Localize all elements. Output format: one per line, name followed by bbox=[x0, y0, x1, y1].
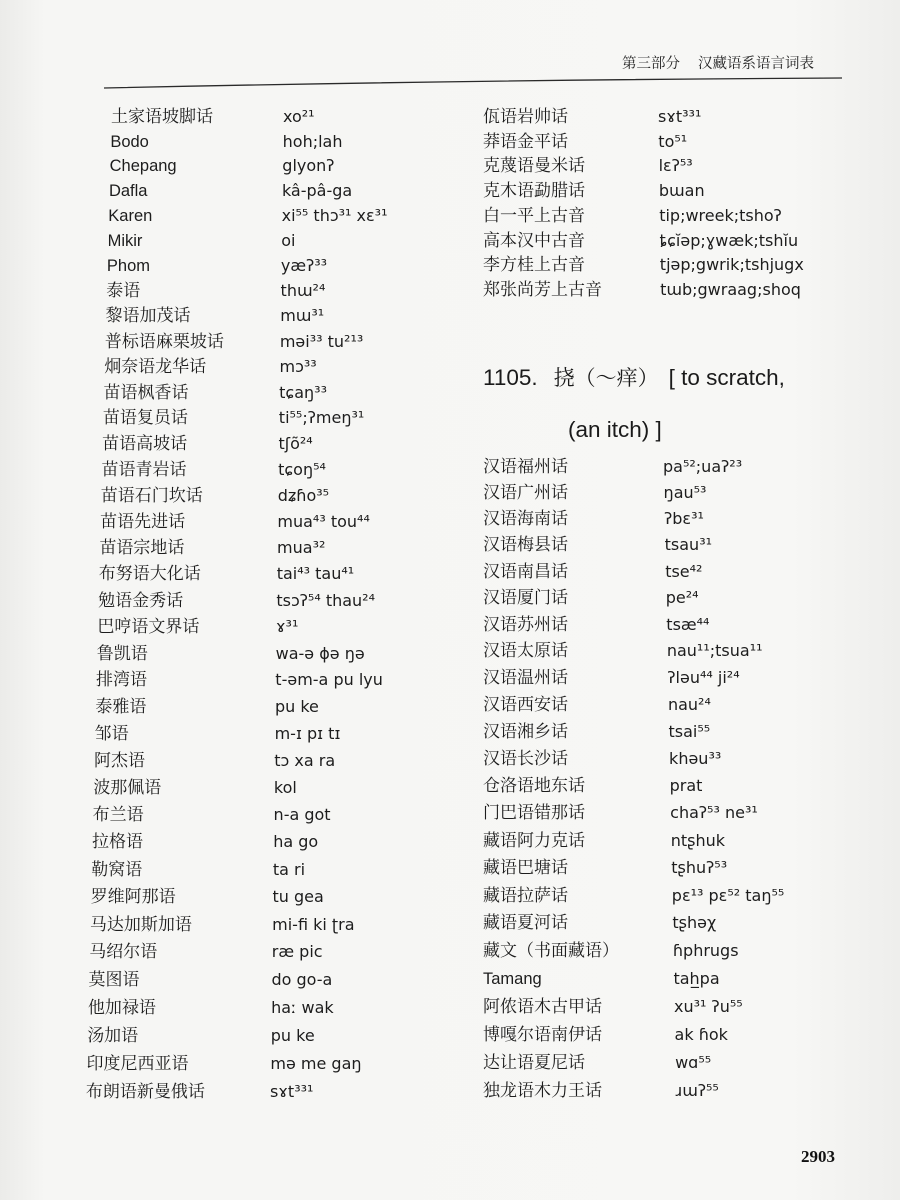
word-form: do go-a bbox=[271, 969, 333, 989]
language-name: 邹语 bbox=[94, 723, 129, 744]
entry-row bbox=[0, 855, 900, 881]
word-form: pa⁵²;uaʔ²³ bbox=[663, 457, 743, 476]
language-name: 炯奈语龙华话 bbox=[104, 357, 207, 377]
word-form: tai⁴³ tau⁴¹ bbox=[276, 564, 355, 584]
word-form: sɤt³³¹ bbox=[658, 107, 702, 126]
language-name: 罗维阿那语 bbox=[90, 887, 176, 907]
entry-row bbox=[0, 910, 900, 936]
word-form: məi³³ tu²¹³ bbox=[279, 331, 364, 351]
word-form: nau²⁴ bbox=[667, 695, 711, 715]
language-name: Phom bbox=[106, 256, 151, 275]
word-form: tʂhuʔ⁵³ bbox=[671, 858, 728, 878]
word-form: pɛ¹³ pɛ⁵² taŋ⁵⁵ bbox=[671, 885, 785, 905]
language-name: 克蔑语曼米话 bbox=[483, 156, 585, 177]
entry-row bbox=[0, 638, 900, 664]
word-form: tʂhəχ bbox=[672, 913, 717, 933]
word-form: thɯ²⁴ bbox=[280, 280, 326, 300]
word-form: khəu³³ bbox=[669, 749, 722, 769]
word-form: tsau³¹ bbox=[664, 535, 713, 555]
language-name: 巴哼语文界话 bbox=[97, 617, 200, 637]
language-name: Tamang bbox=[483, 970, 542, 989]
word-form: kâ-pâ-ga bbox=[281, 180, 353, 200]
word-form: tsæ⁴⁴ bbox=[666, 614, 710, 634]
language-name: 汉语广州话 bbox=[483, 483, 568, 504]
word-form: ti⁵⁵;ʔmeŋ³¹ bbox=[278, 408, 365, 428]
entry-row bbox=[0, 665, 900, 691]
word-form: ʔbɛ³¹ bbox=[664, 509, 704, 529]
language-name: 汤加语 bbox=[87, 1025, 139, 1046]
language-name: 苗语枫香话 bbox=[103, 382, 189, 403]
language-name: 布朗语新曼俄话 bbox=[85, 1081, 205, 1102]
language-name: 泰雅语 bbox=[95, 696, 147, 717]
word-form: tah̲pa bbox=[673, 969, 720, 989]
language-name: 藏语夏河话 bbox=[483, 913, 568, 934]
word-form: to⁵¹ bbox=[658, 131, 688, 151]
language-name: 汉语苏州话 bbox=[483, 614, 568, 635]
word-form: mɯ³¹ bbox=[280, 306, 325, 326]
language-name: 波那佩语 bbox=[93, 777, 162, 798]
entry-row bbox=[0, 746, 900, 772]
language-name: 苗语复员话 bbox=[102, 408, 188, 429]
word-form: tip;wreek;tshoʔ bbox=[659, 205, 782, 225]
word-form: kol bbox=[273, 777, 297, 797]
language-name: 达让语夏尼话 bbox=[483, 1053, 585, 1074]
word-form: ȶɕĭəp;ɣwæk;tshĭu bbox=[659, 230, 799, 250]
language-name: 汉语温州话 bbox=[483, 668, 568, 689]
language-name: 仓洛语地东话 bbox=[483, 776, 585, 797]
language-name: 排湾语 bbox=[96, 670, 148, 691]
language-name: 苗语高坡话 bbox=[102, 433, 188, 454]
language-name: 布努语大化话 bbox=[98, 564, 201, 585]
word-form: pu ke bbox=[274, 696, 319, 716]
language-name: 藏语阿力克话 bbox=[483, 830, 585, 851]
entry-gloss-line1: [ to scratch, bbox=[668, 365, 785, 390]
word-form: mi-fi ki ʈra bbox=[272, 914, 355, 934]
entry-row bbox=[0, 612, 900, 638]
entry-row bbox=[0, 559, 900, 585]
word-form: yæʔ³³ bbox=[280, 255, 328, 275]
entry-row bbox=[0, 454, 900, 480]
language-name: 独龙语木力王话 bbox=[483, 1081, 602, 1102]
word-form: pe²⁴ bbox=[665, 588, 699, 608]
word-form: pu ke bbox=[270, 1025, 315, 1045]
language-name: 汉语长沙话 bbox=[483, 749, 568, 770]
language-name: 汉语南昌话 bbox=[483, 561, 568, 582]
entry-row bbox=[0, 506, 900, 532]
language-name: Dafla bbox=[108, 181, 148, 200]
entry-row bbox=[0, 773, 900, 799]
entry-row bbox=[0, 828, 900, 854]
language-name: 苗语石门坎话 bbox=[100, 485, 203, 506]
word-form: tu gea bbox=[272, 887, 324, 906]
word-form: ntʂhuk bbox=[670, 830, 725, 850]
word-form: tsɔʔ⁵⁴ thau²⁴ bbox=[276, 590, 376, 610]
word-form: ɤ³¹ bbox=[276, 617, 299, 636]
entry-row bbox=[0, 883, 900, 909]
entry-row bbox=[0, 532, 900, 558]
word-form: ræ pic bbox=[271, 942, 323, 962]
word-form: tɯb;gwraag;shoq bbox=[660, 279, 801, 299]
entry-row bbox=[0, 800, 900, 826]
word-form: mɔ³³ bbox=[279, 357, 317, 376]
language-name: 门巴语错那话 bbox=[483, 803, 585, 824]
language-name: 汉语西安话 bbox=[483, 695, 568, 716]
word-form: t-əm-a pu lyu bbox=[275, 670, 383, 690]
language-name: 鲁凯语 bbox=[96, 643, 148, 664]
entry-row bbox=[0, 692, 900, 718]
word-form: tɕoŋ⁵⁴ bbox=[278, 459, 326, 479]
language-name: 藏语巴塘话 bbox=[483, 858, 568, 879]
word-form: ha go bbox=[273, 832, 319, 852]
language-name: 印度尼西亚语 bbox=[86, 1053, 189, 1074]
language-name: 普标语麻栗坡话 bbox=[104, 331, 224, 352]
word-form: ŋau⁵³ bbox=[663, 483, 707, 503]
language-name: 拉格语 bbox=[91, 832, 143, 853]
language-name: 克木语勐腊话 bbox=[483, 181, 585, 202]
language-name: 阿杰语 bbox=[94, 750, 145, 771]
language-name: 苗语先进话 bbox=[100, 511, 186, 532]
language-name: 布兰语 bbox=[92, 804, 144, 825]
word-form: tʃõ²⁴ bbox=[278, 433, 313, 453]
word-form: lɛʔ⁵³ bbox=[658, 156, 693, 176]
word-form: nau¹¹;tsua¹¹ bbox=[666, 641, 763, 661]
word-form: mə me gaŋ bbox=[270, 1053, 362, 1073]
word-form: oi bbox=[281, 230, 296, 250]
word-form: xo²¹ bbox=[283, 107, 315, 126]
language-name: 博嘎尔语南伊话 bbox=[483, 1025, 602, 1046]
language-name: 马绍尔语 bbox=[89, 942, 158, 963]
word-form: haː wak bbox=[271, 997, 334, 1017]
entry-headword: 挠（～痒） bbox=[553, 366, 659, 390]
language-name: 莫图语 bbox=[88, 969, 140, 990]
language-name: 李方桂上古音 bbox=[483, 255, 585, 276]
word-form: mua³² bbox=[277, 537, 326, 557]
word-form: mua⁴³ tou⁴⁴ bbox=[277, 511, 370, 531]
language-name: 汉语福州话 bbox=[483, 457, 568, 477]
language-name: 泰语 bbox=[106, 280, 141, 301]
word-form: ʔləu⁴⁴ ji²⁴ bbox=[667, 668, 740, 688]
word-form: ɦphrugs bbox=[672, 941, 739, 961]
entry-row bbox=[0, 1078, 900, 1104]
word-form: xu³¹ ʔu⁵⁵ bbox=[674, 997, 743, 1016]
entry-row bbox=[0, 994, 900, 1020]
language-name: 勒窝语 bbox=[91, 859, 143, 880]
language-name: 他加禄语 bbox=[87, 997, 156, 1018]
running-header-part: 第三部分 bbox=[622, 56, 680, 72]
language-name: 汉语太原话 bbox=[483, 641, 568, 662]
entry-row bbox=[0, 585, 900, 611]
entry-row bbox=[0, 938, 900, 964]
word-form: wa-ə ɸə ŋə bbox=[275, 643, 365, 663]
word-form: xi⁵⁵ thɔ³¹ xɛ³¹ bbox=[281, 205, 388, 225]
word-form: n-a got bbox=[273, 804, 331, 824]
entry-row bbox=[0, 966, 900, 992]
entry-row bbox=[0, 1022, 900, 1048]
word-form: prat bbox=[669, 776, 703, 796]
language-name: 马达加斯加语 bbox=[89, 914, 192, 935]
word-form: bɯan bbox=[658, 181, 705, 201]
language-name: 白一平上古音 bbox=[483, 205, 585, 226]
word-form: wɑ⁵⁵ bbox=[675, 1053, 712, 1073]
word-form: glyonʔ bbox=[282, 156, 335, 176]
language-name: 苗语宗地话 bbox=[99, 537, 185, 558]
word-form: sɤt³³¹ bbox=[270, 1081, 314, 1101]
language-name: 藏文（书面藏语） bbox=[483, 941, 619, 962]
word-form: hoh;lah bbox=[282, 131, 343, 151]
language-name: 藏语拉萨话 bbox=[483, 885, 568, 906]
word-form: chaʔ⁵³ ne³¹ bbox=[670, 803, 758, 823]
word-form: tɕaŋ³³ bbox=[279, 382, 327, 402]
language-name: 莽语金平话 bbox=[483, 131, 568, 152]
entry-row bbox=[0, 480, 900, 506]
language-name: 佤语岩帅话 bbox=[483, 107, 568, 127]
language-name: 苗语青岩话 bbox=[101, 459, 187, 480]
word-form: tɔ xa ra bbox=[274, 750, 336, 770]
entry-gloss-line2: (an itch) ] bbox=[568, 417, 662, 442]
language-name: 汉语海南话 bbox=[483, 509, 568, 530]
word-form: tse⁴² bbox=[665, 561, 703, 581]
word-form: m-ɪ pɪ tɪ bbox=[274, 723, 341, 743]
word-form: ta ri bbox=[272, 859, 306, 879]
language-name: 阿侬语木古甲话 bbox=[483, 997, 602, 1017]
language-name: 勉语金秀话 bbox=[98, 590, 184, 611]
word-form: ɹɯʔ⁵⁵ bbox=[675, 1081, 719, 1101]
running-header-title: 汉藏语系语言词表 bbox=[698, 56, 814, 72]
language-name: 汉语厦门话 bbox=[483, 588, 568, 609]
language-name: 土家语坡脚话 bbox=[111, 107, 213, 127]
language-name: 汉语梅县话 bbox=[483, 535, 568, 556]
language-name: Mikir bbox=[107, 231, 143, 250]
language-name: Karen bbox=[108, 206, 153, 225]
word-form: dʑɦo³⁵ bbox=[277, 485, 330, 505]
word-form: tjəp;gwrik;tshjugx bbox=[659, 255, 804, 275]
entry-number: 1105. bbox=[483, 365, 538, 390]
language-name: 高本汉中古音 bbox=[483, 230, 585, 251]
language-name: 汉语湘乡话 bbox=[483, 722, 568, 742]
language-name: 黎语加茂话 bbox=[105, 306, 191, 327]
page-number: 2903 bbox=[801, 1147, 835, 1166]
entry-row bbox=[0, 719, 900, 745]
entry-row bbox=[0, 1050, 900, 1076]
language-name: 郑张尚芳上古音 bbox=[483, 279, 602, 300]
word-form: tsai⁵⁵ bbox=[668, 722, 711, 741]
language-name: Bodo bbox=[110, 132, 149, 151]
word-form: ak ɦok bbox=[674, 1025, 728, 1045]
language-name: Chepang bbox=[109, 157, 177, 176]
